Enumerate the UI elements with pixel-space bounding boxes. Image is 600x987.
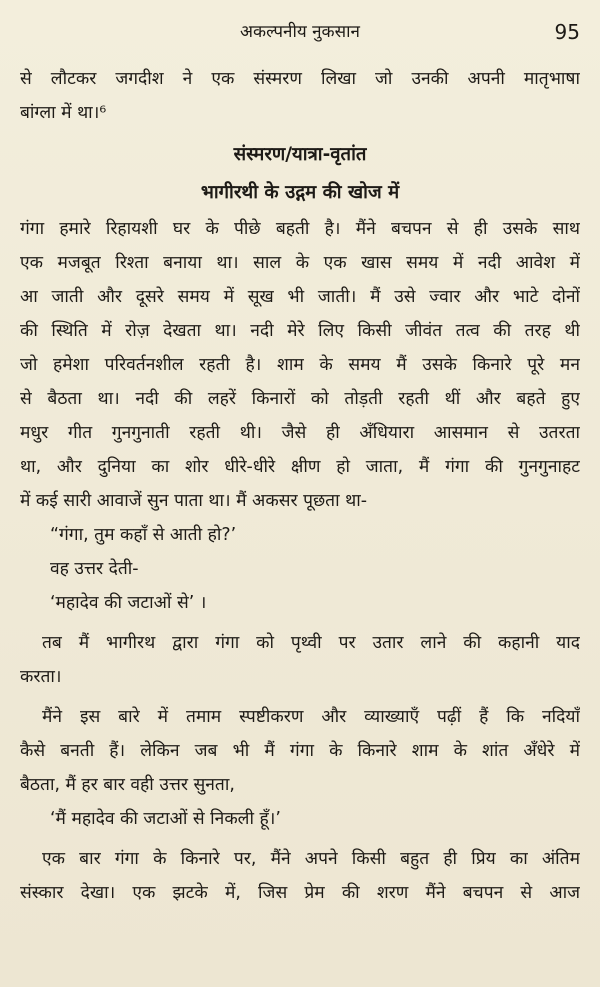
quote-line: ‘मैं महादेव की जटाओं से निकली हूँ।’ — [50, 809, 281, 829]
text-line: बांग्ला में था।⁶ — [20, 103, 107, 123]
text-line: एक बार गंगा के किनारे पर, मैंने अपने किसी बहुत ही प्रिय का अंतिम — [42, 849, 580, 869]
chapter-title: अकल्पनीय नुकसान — [240, 22, 360, 42]
text-line: मैंने इस बारे में तमाम स्पष्टीकरण और व्याख्याएँ पढ़ीं हैं कि नदियाँ — [42, 707, 580, 727]
page-number: 95 — [554, 20, 580, 44]
text-line: गंगा हमारे रिहायशी घर के पीछे बहती है। मैंने बचपन से ही उसके साथ — [20, 219, 580, 239]
text-line: एक मजबूत रिश्ता बनाया था। साल के एक खास समय में नदी आवेश में — [20, 253, 580, 273]
text-line: संस्कार देखा। एक झटके में, जिस प्रेम की शरण मैंने बचपन से आज — [20, 883, 580, 903]
section-heading: संस्मरण/यात्रा-वृतांत — [233, 144, 367, 165]
text-line: तब मैं भागीरथ द्वारा गंगा को पृथ्वी पर उतार लाने की कहानी याद — [42, 633, 580, 653]
text-line: में कई सारी आवाजें सुन पाता था। मैं अकसर पूछता था- — [20, 491, 368, 511]
text-line: बैठता, मैं हर बार वही उत्तर सुनता, — [20, 775, 235, 795]
text-line: की स्थिति में रोज़ देखता था। नदी मेरे लिए किसी जीवंत तत्व की तरह थी — [20, 321, 580, 341]
text-line: करता। — [20, 667, 62, 687]
dialogue-line: “गंगा, तुम कहाँ से आती हो?’ — [50, 525, 237, 545]
body-text — [20, 62, 580, 910]
running-header — [0, 18, 600, 46]
text-line: जो हमेशा परिवर्तनशील रहती है। शाम के समय मैं उसके किनारे पूरे मन — [20, 355, 580, 375]
text-line: से बैठता था। नदी की लहरें किनारों को तोड़ती रहती थीं और बहते हुए — [20, 389, 580, 409]
essay-title: भागीरथी के उद्गम की खोज में — [200, 182, 400, 203]
text-line: मधुर गीत गुनगुनाती रहती थी। जैसे ही अँधियारा आसमान से उतरता — [20, 423, 580, 443]
text-line: था, और दुनिया का शोर धीरे-धीरे क्षीण हो जाता, मैं गंगा की गुनगुनाहट — [20, 457, 580, 477]
text-line: आ जाती और दूसरे समय में सूख भी जाती। मैं उसे ज्वार और भाटे दोनों — [20, 287, 580, 307]
text-line: से लौटकर जगदीश ने एक संस्मरण लिखा जो उनकी अपनी मातृभाषा — [20, 69, 580, 89]
text-line: कैसे बनती हैं। लेकिन जब भी मैं गंगा के किनारे शाम के शांत अँधेरे में — [20, 741, 580, 761]
dialogue-line: वह उत्तर देती- — [50, 559, 139, 579]
dialogue-line: ‘महादेव की जटाओं से’ । — [50, 593, 207, 613]
